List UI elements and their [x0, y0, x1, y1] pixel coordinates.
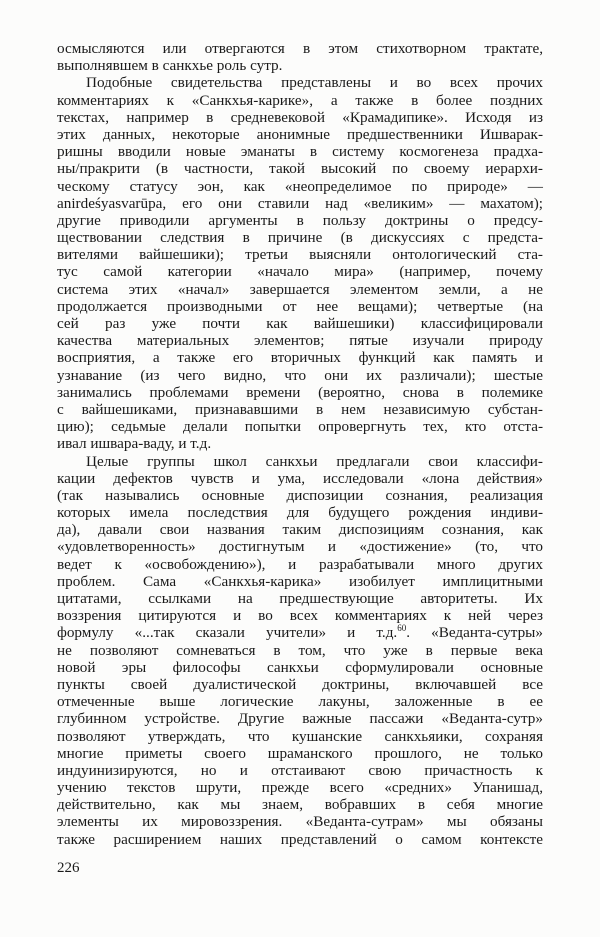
text-line: продолжается производными от нее вещами); четвертые (на	[57, 297, 543, 315]
paragraph	[57, 74, 543, 452]
text-line: комментариях к «Санкхья-карике», а также в более поздних	[57, 91, 543, 109]
text-line: ществовании следствия в причине (в дискуссиях с предста-	[57, 229, 543, 247]
page-number: 226	[57, 860, 80, 876]
text-line: ришны вводили новые эманаты в систему космогенеза прадха-	[57, 143, 543, 161]
text-segment: формулу «...так сказали учители» и т.д.	[57, 624, 398, 642]
text-line: с вайшешиками, признававшими в нем независимую субстан-	[57, 400, 543, 418]
text-line: действительно, как мы знаем, вобравших в себя многие	[57, 796, 543, 814]
text-line: сей раз уже почти как вайшешики) классифицировали	[57, 315, 543, 332]
text-line: да), давали свои названия таким диспозициям сознания, как	[57, 521, 543, 539]
text-line: пункты своей дуалистической доктрины, включавшей все	[57, 675, 543, 693]
text-line: тус самой категории «начало мира» (например, почему	[57, 263, 543, 281]
text-line: кации дефектов чувств и ума, исследовали «лона действия»	[57, 469, 543, 487]
text-line: отмеченные выше логические лакуны, заложенные в ее	[57, 693, 543, 711]
text-line: многие приметы своего шраманского прошлого, не только	[57, 744, 543, 762]
text-line: (так назывались основные диспозиции сознания, реализация	[57, 486, 543, 504]
text-line: позволяют утверждать, что кушанские санкхьяики, сохраняя	[57, 727, 543, 745]
text-line: также расширением наших представлений о самом контексте	[57, 830, 543, 848]
text-line: другие приводили аргументы в пользу доктрины о предсу-	[57, 211, 543, 229]
text-line: выполнявшем в санкхье роль сутр.	[57, 57, 283, 75]
text-line: вителями вайшешики); третьи выясняли онтологический ста-	[57, 246, 543, 264]
paragraph	[57, 40, 543, 74]
text-line: элементы их мировоззрения. «Веданта-сутрам» мы обязаны	[57, 813, 543, 831]
text-line: Подобные свидетельства представлены и во всех прочих	[86, 74, 543, 92]
text-line: восприятия, а также его вторичных функций как память и	[57, 349, 543, 367]
text-line: осмысляются или отвергаются в этом стихотворном трактате,	[57, 40, 543, 57]
text-line: индуинизируются, но и отстаивают свою причастность к	[57, 761, 543, 779]
text-line: система этих «начал» завершается элементом земли, а не	[57, 280, 543, 298]
text-line: ческому статусу эон, как «неопределимое по природе» —	[57, 177, 543, 195]
text-line: глубинном устройстве. Другие важные пассажи «Веданта-сутр»	[57, 710, 543, 728]
text-segment: . «Веданта-сутры»	[406, 624, 543, 642]
footnote-reference: 60	[397, 623, 407, 634]
text-line	[57, 624, 543, 641]
text-line: учению текстов шрути, прежде всего «средних» Упанишад,	[57, 779, 543, 797]
text-line: ведет к «освобождению»), и разрабатывали много других	[57, 555, 543, 573]
text-line: цитатами, ссылками на предшествующие авторитеты. Их	[57, 590, 543, 607]
text-line: которых имела последствия для будущего рождения индиви-	[57, 504, 543, 522]
text-line: качества материальных элементов; пятые изучали природу	[57, 332, 543, 350]
text-line: проблем. Сама «Санкхья-карика» изобилует имплицитными	[57, 572, 543, 590]
text-line: воззрения цитируются и во всех комментариях к ней через	[57, 607, 543, 625]
paragraph	[57, 453, 543, 848]
text-line: ивал ишвара-ваду, и т.д.	[57, 435, 212, 453]
text-line: новой эры философы санкхьи сформулировали основные	[57, 658, 543, 676]
text-line: цию); седьмые делали попытки опровергнуть тех, кто отста-	[57, 418, 543, 436]
text-line: ны/пракрити (в частности, такой высокий по своему иерархи-	[57, 160, 543, 178]
text-line: текстах, например в средневековой «Крамадипике». Исходя из	[57, 108, 543, 126]
text-line: Целые группы школ санкхьи предлагали свои классифи-	[86, 452, 543, 470]
text-line: узнавание (из чего видно, что они их различали); шестые	[57, 366, 543, 384]
text-line: anirdeśyasvarūpa, его они ставили над «великим» — махатом);	[57, 194, 543, 212]
text-line: занимались проблемами времени (вероятно, снова в полемике	[57, 383, 543, 401]
text-line: «удовлетворенность» достигнутым и «достижение» (то, что	[57, 538, 543, 556]
page-body	[57, 40, 543, 848]
text-line: этих данных, некоторые анонимные предшественники Ишварак-	[57, 125, 543, 143]
text-line: не позволяют сомневаться в том, что уже в первые века	[57, 641, 543, 659]
